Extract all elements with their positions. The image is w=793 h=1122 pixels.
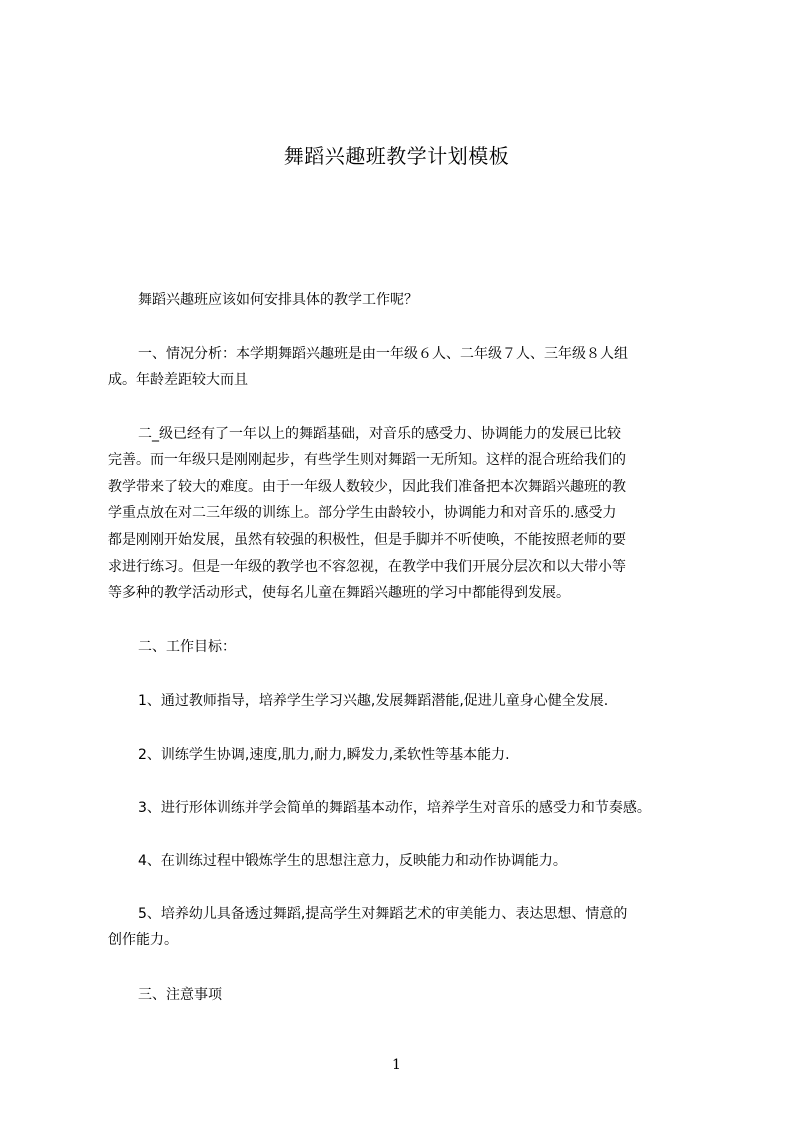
goal-item-3: 3、进行形体训练并学会简单的舞蹈基本动作，培养学生对音乐的感受力和节奏感。 — [138, 800, 651, 816]
intro-paragraph: 舞蹈兴趣班应该如何安排具体的教学工作呢？ — [138, 292, 418, 308]
detail-line-1: 二_级已经有了一年以上的舞蹈基础，对音乐的感受力、协调能力的发展已比较 — [138, 426, 621, 442]
goals-heading: 二、工作目标： — [138, 639, 236, 655]
detail-line-3: 教学带来了较大的难度。由于一年级人数较少，因此我们准备把本次舞蹈兴趣班的教 — [108, 479, 626, 495]
notes-heading: 三、注意事项 — [138, 987, 222, 1003]
situation-line-1: 一、情况分析：本学期舞蹈兴趣班是由一年级６人、二年级７人、三年级８人组 — [138, 346, 628, 362]
goal-item-5-line-1: 5、培养幼儿具备透过舞蹈,提高学生对舞蹈艺术的审美能力、表达思想、情意的 — [138, 906, 628, 922]
detail-line-7: 等多种的教学活动形式，使每名儿童在舞蹈兴趣班的学习中都能得到发展。 — [108, 585, 570, 601]
situation-line-2: 成。年龄差距较大而且 — [108, 372, 248, 388]
page-number: 1 — [392, 1057, 401, 1073]
goal-item-2: 2、训练学生协调,速度,肌力,耐力,瞬发力,柔软性等基本能力. — [138, 747, 510, 763]
goal-item-4: 4、在训练过程中锻炼学生的思想注意力，反映能力和动作协调能力。 — [138, 853, 567, 869]
detail-line-6: 求进行练习。但是一年级的教学也不容忽视，在教学中我们开展分层次和以大带小等 — [108, 559, 626, 575]
detail-line-5: 都是刚刚开始发展，虽然有较强的积极性，但是手脚并不听使唤，不能按照老师的要 — [108, 532, 626, 548]
detail-line-4: 学重点放在对二三年级的训练上。部分学生由龄较小，协调能力和对音乐的.感受力 — [108, 505, 617, 521]
detail-line-2: 完善。而一年级只是刚刚起步，有些学生则对舞蹈一无所知。这样的混合班给我们的 — [108, 452, 626, 468]
goal-item-5-line-2: 创作能力。 — [108, 932, 178, 948]
goal-item-1: 1、通过教师指导，培养学生学习兴趣,发展舞蹈潜能,促进儿童身心健全发展. — [138, 693, 609, 709]
document-title: 舞蹈兴趣班教学计划模板 — [283, 144, 510, 168]
